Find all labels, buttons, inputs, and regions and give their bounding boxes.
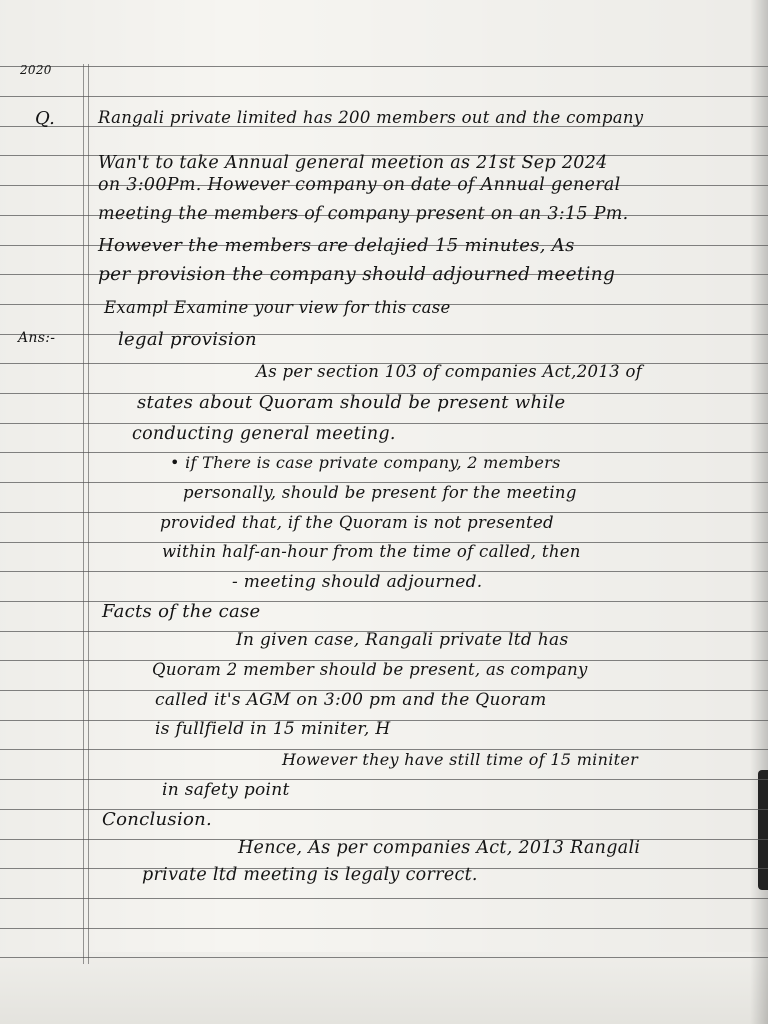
facts-line-1: In given case, Rangali private ltd has bbox=[236, 630, 569, 650]
ruled-line-top bbox=[0, 66, 768, 67]
legal-provision-heading: legal provision bbox=[118, 329, 257, 350]
legal-line-7: within half-an-hour from the time of called, then bbox=[162, 542, 581, 561]
legal-line-4: • if There is case private company, 2 members bbox=[170, 453, 561, 472]
facts-line-6: in safety point bbox=[162, 780, 290, 800]
legal-line-5: personally, should be present for the meeting bbox=[183, 483, 577, 502]
facts-line-5: However they have still time of 15 miniter bbox=[282, 750, 639, 769]
legal-line-8: - meeting should adjourned. bbox=[232, 572, 483, 592]
legal-line-3: conducting general meeting. bbox=[132, 424, 396, 444]
question-line-3: on 3:00Pm. However company on date of Annual general bbox=[98, 175, 621, 195]
answer-label: Ans:- bbox=[18, 330, 56, 346]
question-line-6: per provision the company should adjourned meeting bbox=[98, 264, 616, 285]
ruled-line bbox=[0, 898, 768, 899]
conclusion-line-1: Hence, As per companies Act, 2013 Rangali bbox=[238, 838, 641, 858]
corner-mark: 2020 bbox=[20, 63, 52, 77]
facts-line-2: Quoram 2 member should be present, as company bbox=[152, 660, 588, 679]
question-line-2: Wan't to take Annual general meetion as 21st Sep 2024 bbox=[98, 153, 608, 173]
question-line-4: meeting the members of company present on an 3:15 Pm. bbox=[98, 204, 629, 224]
ruled-line bbox=[0, 928, 768, 929]
legal-line-2: states about Quoram should be present while bbox=[137, 392, 566, 413]
margin-line-right bbox=[88, 64, 89, 964]
ruled-line bbox=[0, 957, 768, 958]
ruled-line bbox=[0, 96, 768, 97]
question-line-1: Rangali private limited has 200 members out and the company bbox=[98, 108, 644, 127]
question-label: Q. bbox=[35, 108, 56, 129]
question-line-7: Exampl Examine your view for this case bbox=[104, 298, 451, 317]
page-bottom-area bbox=[0, 952, 768, 1024]
legal-line-1: As per section 103 of companies Act,2013 of bbox=[256, 362, 643, 381]
facts-heading: Facts of the case bbox=[102, 601, 261, 622]
conclusion-heading: Conclusion. bbox=[102, 809, 213, 830]
facts-line-3: called it's AGM on 3:00 pm and the Quoram bbox=[155, 690, 547, 710]
ruled-line bbox=[0, 779, 768, 780]
ruled-line bbox=[0, 334, 768, 335]
facts-line-4: is fullfield in 15 miniter, H bbox=[155, 719, 391, 739]
question-line-5: However the members are delajied 15 minutes, As bbox=[98, 235, 575, 256]
legal-line-6: provided that, if the Quoram is not presented bbox=[160, 513, 554, 532]
conclusion-line-2: private ltd meeting is legaly correct. bbox=[142, 865, 478, 885]
background-object bbox=[758, 770, 768, 890]
margin-line-left bbox=[83, 64, 84, 964]
